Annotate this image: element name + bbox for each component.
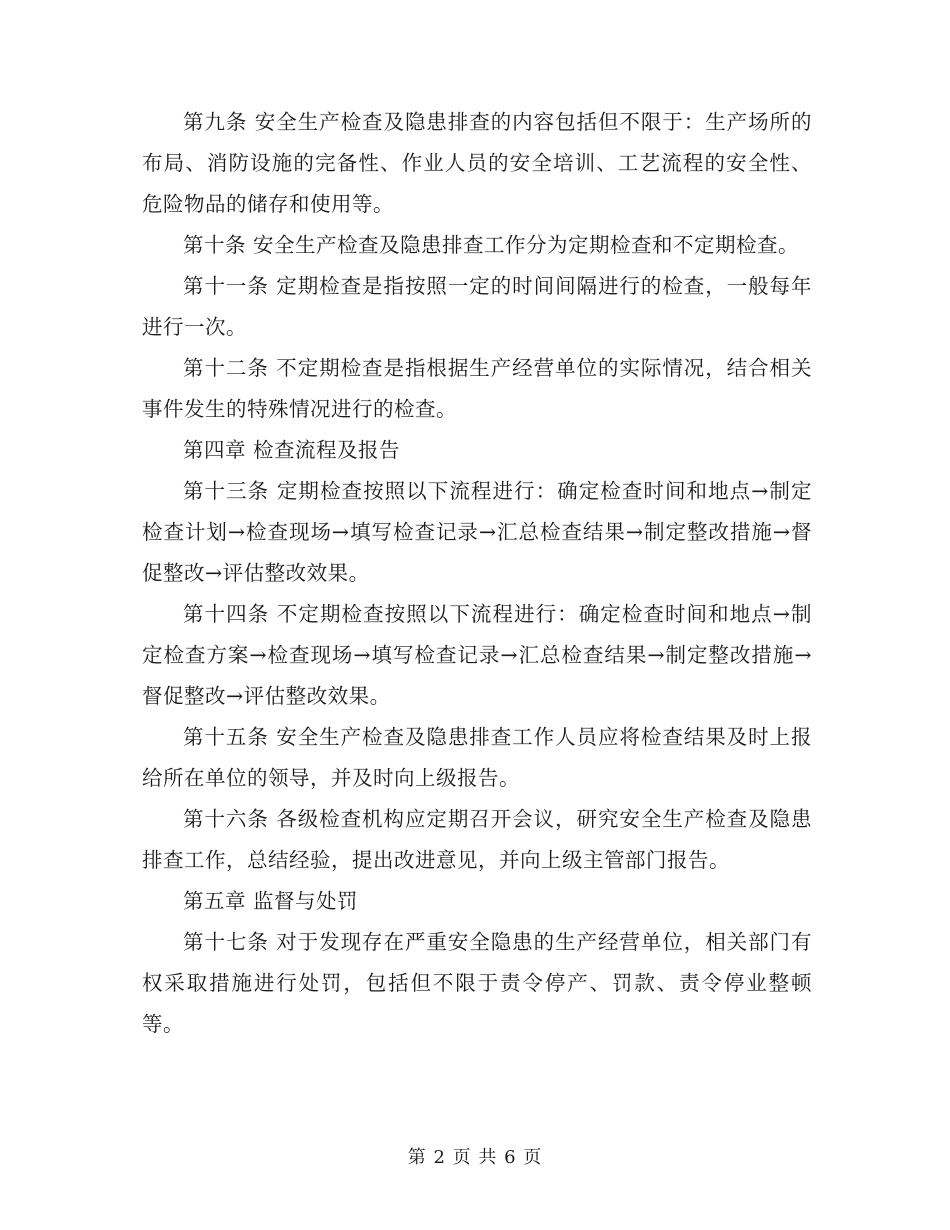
- chapter-4-heading: 第四章 检查流程及报告: [183, 438, 401, 462]
- article-16: 第十六条 各级检查机构应定期召开会议，研究安全生产检查及隐患排查工作，总结经验，提出改进意见，并向上级主管部门报告。: [142, 807, 812, 872]
- article-9: 第九条 安全生产检查及隐患排查的内容包括但不限于：生产场所的布局、消防设施的完备性、作业人员的安全培训、工艺流程的安全性、危险物品的储存和使用等。: [142, 110, 812, 216]
- article-17: 第十七条 对于发现存在严重安全隐患的生产经营单位，相关部门有权采取措施进行处罚，包括但不限于责令停产、罚款、责令停业整顿等。: [142, 930, 812, 1036]
- article-10: 第十条 安全生产检查及隐患排查工作分为定期检查和不定期检查。: [183, 233, 800, 257]
- article-15: 第十五条 安全生产检查及隐患排查工作人员应将检查结果及时上报给所在单位的领导，并及时向上级报告。: [142, 725, 812, 790]
- article-12: 第十二条 不定期检查是指根据生产经营单位的实际情况，结合相关事件发生的特殊情况进行的检查。: [142, 356, 812, 421]
- article-14: 第十四条 不定期检查按照以下流程进行：确定检查时间和地点→制定检查方案→检查现场→填写检查记录→汇总检查结果→制定整改措施→督促整改→评估整改效果。: [142, 602, 812, 708]
- article-13: 第十三条 定期检查按照以下流程进行：确定检查时间和地点→制定检查计划→检查现场→填写检查记录→汇总检查结果→制定整改措施→督促整改→评估整改效果。: [142, 479, 812, 585]
- chapter-5-heading: 第五章 监督与处罚: [183, 889, 359, 913]
- article-11: 第十一条 定期检查是指按照一定的时间间隔进行的检查，一般每年进行一次。: [142, 274, 812, 339]
- page-number-footer: 第 2 页 共 6 页: [407, 1147, 543, 1168]
- document-body: [142, 102, 812, 1045]
